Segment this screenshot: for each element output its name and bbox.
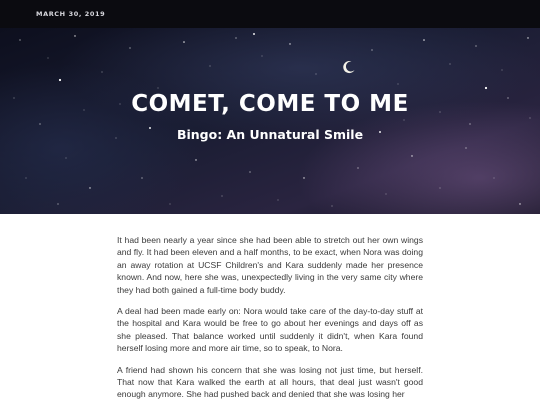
top-bar [0,0,540,28]
paragraph: A friend had shown his concern that she was losing not just time, but herself. That now that Kara walked the earth at all hours, that deal just wasn't good enough anymore. She had pushed back and denied that she was losing her [117,364,423,400]
post-subtitle: Bingo: An Unnatural Smile [176,127,364,142]
post-content [117,234,423,410]
hero-banner [0,28,540,214]
crescent-moon-icon [342,60,356,74]
post-title: COMET, COME TO ME [131,91,409,117]
post-date: MARCH 30, 2019 [36,10,106,18]
paragraph: A deal had been made early on: Nora would take care of the day-to-day stuff at the hospital and Kara would be free to go about her evenings and days off as she pleased. That balance worked until suddenly it didn't, when Kara found herself losing more and more air time, so to speak, to Nora. [117,306,423,354]
starfield-background [0,28,540,214]
paragraph: It had been nearly a year since she had been able to stretch out her own wings and fly. It had been eleven and a half months, to be exact, when Nora was doing an away rotation at UCSF Children's and Kara suddenly made her presence known. And now, here she was, unexpectedly living in the very same city where they had both gained a full-time body buddy. [117,235,423,295]
